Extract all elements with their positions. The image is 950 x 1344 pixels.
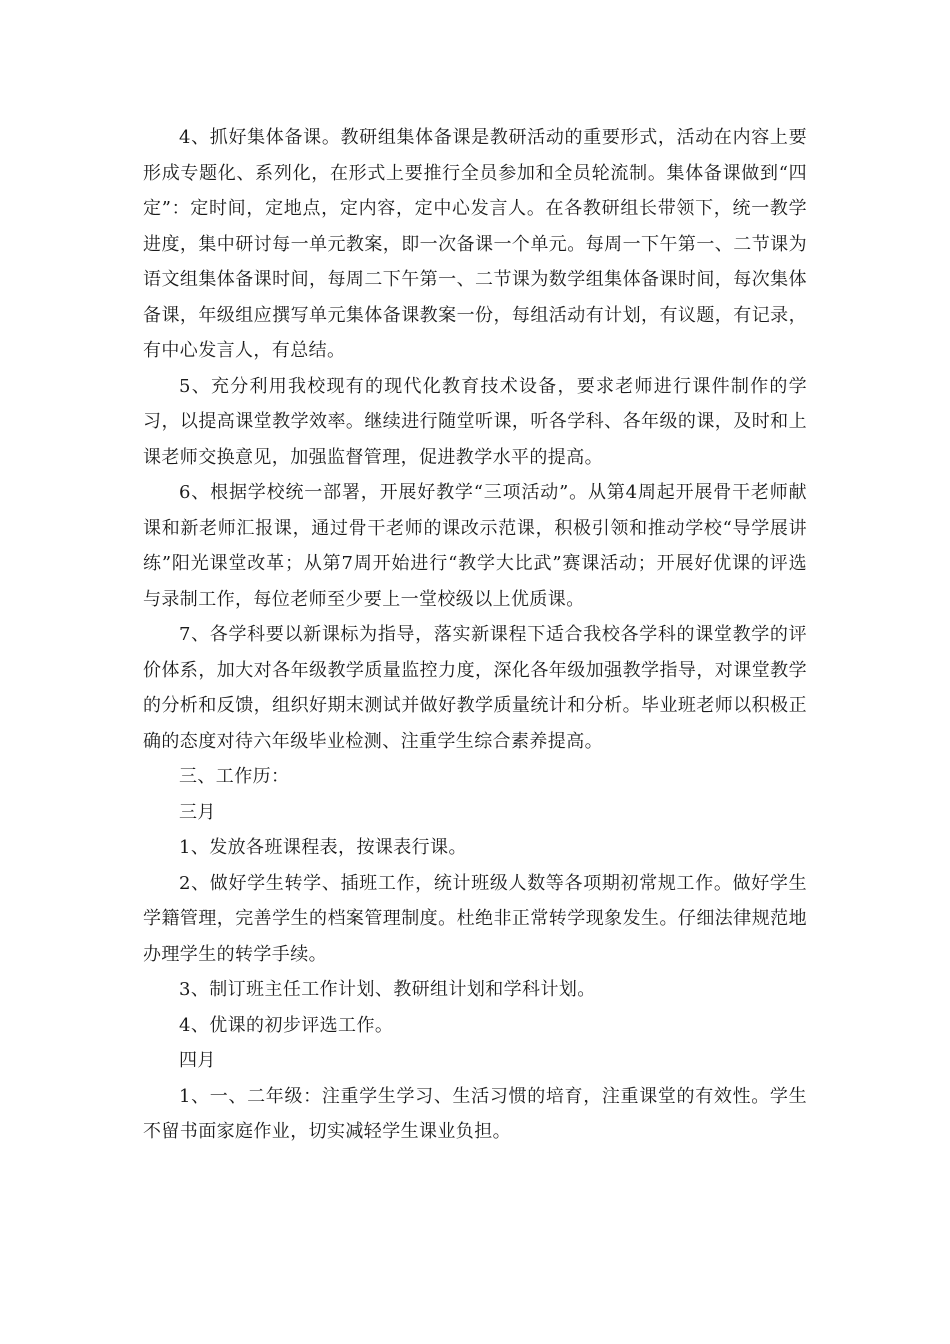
month-heading-march: 三月 [179,801,216,823]
april-item-1: 1、一、二年级：注重学生学习、生活习惯的培育，注重课堂的有效性。学生不留书面家庭作业，切实减轻学生课业负担。 [143,1085,807,1142]
document-body [143,120,807,1150]
paragraph-item-4-collective-lesson-prep: 4、抓好集体备课。教研组集体备课是教研活动的重要形式，活动在内容上要形成专题化、系列化，在形式上要推行全员参加和全员轮流制。集体备课做到“四定”：定时间，定地点，定内容，定中心发言人。在各教研组长带领下，统一教学进度，集中研讨每一单元教案，即一次备课一个单元。每周一下午第一、二节课为语文组集体备课时间，每周二下午第一、二节课为数学组集体备课时间，每次集体备课，年级组应撰写单元集体备课教案一份，每组活动有计划，有议题，有记录，有中心发言人，有总结。 [143,127,807,361]
month-heading-april: 四月 [179,1050,216,1071]
paragraph-item-5-modern-technology: 5、充分利用我校现有的现代化教育技术设备，要求老师进行课件制作的学习，以提高课堂教学效率。继续进行随堂听课，听各学科、各年级的课，及时和上课老师交换意见，加强监督管理，促进教学水平的提高。 [143,375,807,468]
march-item-3: 3、制订班主任工作计划、教研组计划和学科计划。 [179,979,596,1000]
march-item-1: 1、发放各班课程表，按课表行课。 [179,837,467,858]
march-item-2: 2、做好学生转学、插班工作，统计班级人数等各项期初常规工作。做好学生学籍管理，完善学生的档案管理制度。杜绝非正常转学现象发生。仔细法律规范地办理学生的转学手续。 [143,872,807,965]
paragraph-item-6-three-activities: 6、根据学校统一部署，开展好教学“三项活动”。从第4周起开展骨干老师献课和新老师汇报课，通过骨干老师的课改示范课，积极引领和推动学校“导学展讲练”阳光课堂改革；从第7周开始进行“教学大比武”赛课活动；开展好优课的评选与录制工作，每位老师至少要上一堂校级以上优质课。 [143,482,807,610]
section-heading-work-calendar: 三、工作历： [179,766,290,787]
march-item-4: 4、优课的初步评选工作。 [179,1014,394,1036]
paragraph-item-7-new-curriculum: 7、各学科要以新课标为指导，落实新课程下适合我校各学科的课堂教学的评价体系，加大对各年级教学质量监控力度，深化各年级加强教学指导，对课堂教学的分析和反馈，组织好期末测试并做好教学质量统计和分析。毕业班老师以积极正确的态度对待六年级毕业检测、注重学生综合素养提高。 [143,624,807,752]
